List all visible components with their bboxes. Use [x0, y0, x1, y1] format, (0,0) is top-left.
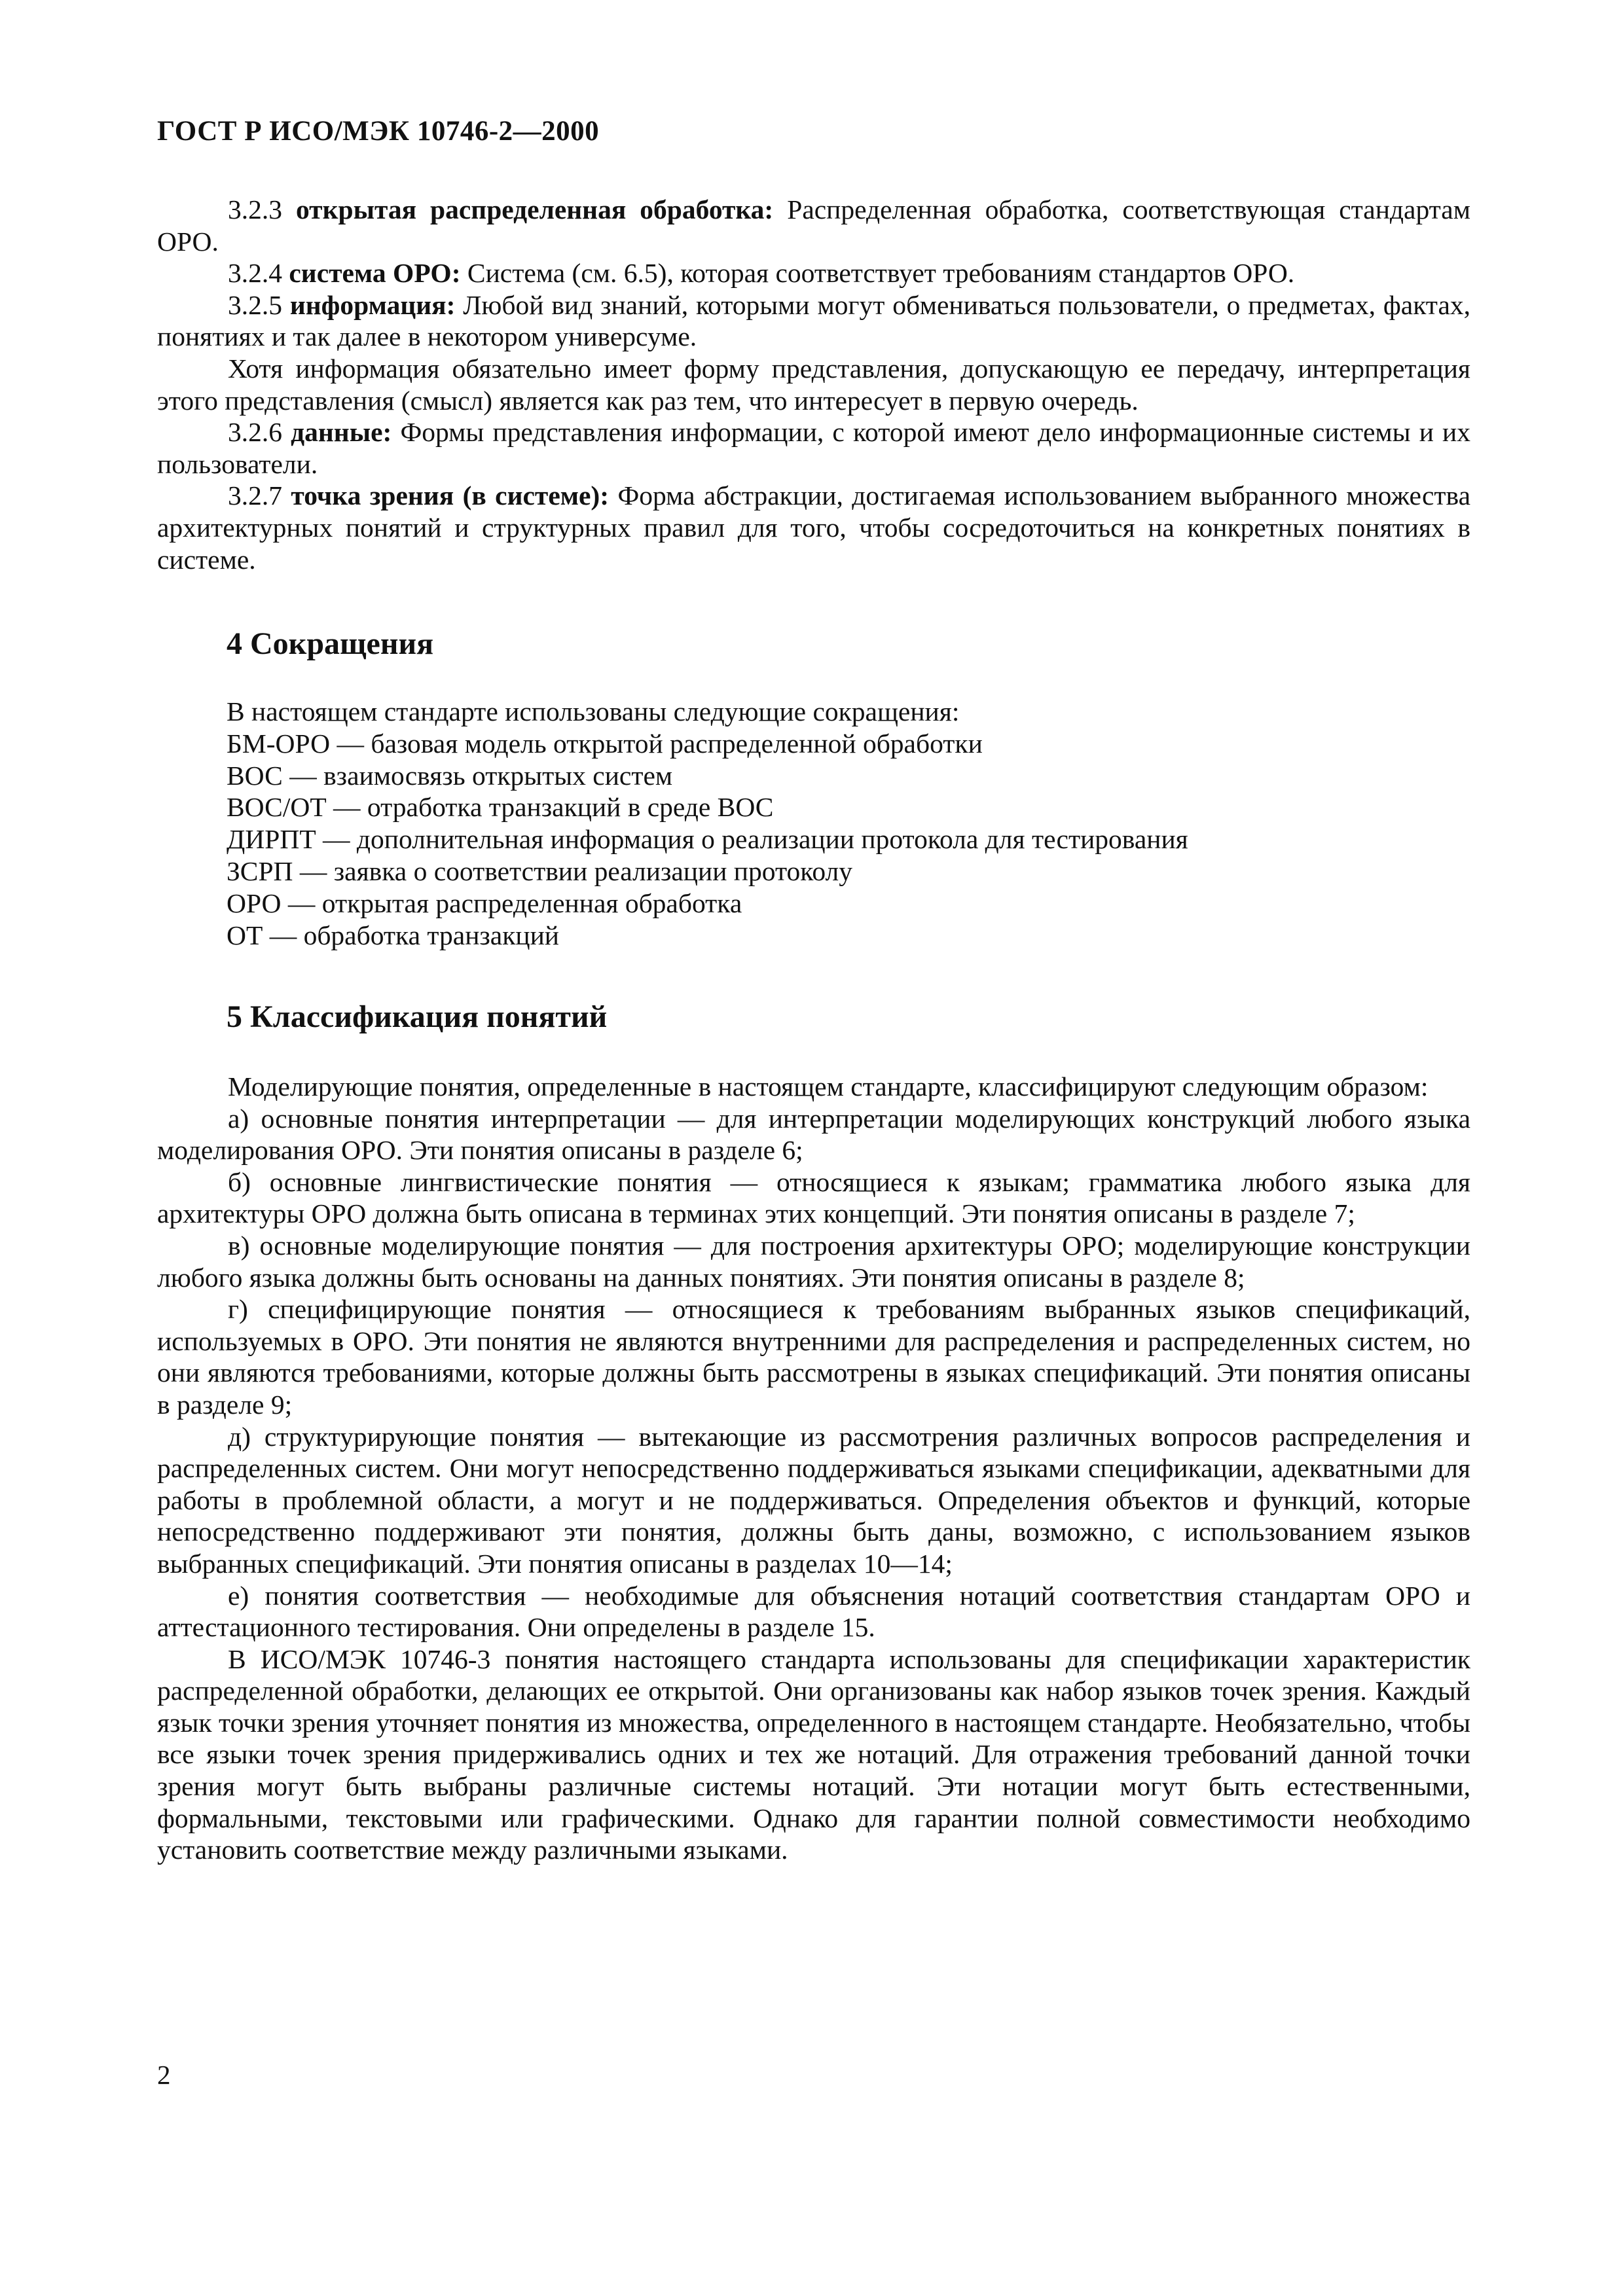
abbreviation-item: ВОС/ОТ — отработка транзакций в среде ВОС: [227, 792, 774, 823]
document-header: ГОСТ Р ИСО/МЭК 10746-2—2000: [157, 116, 600, 147]
definition-number: 3.2.3: [228, 194, 282, 224]
definition-number: 3.2.5: [228, 289, 282, 320]
page-number: 2: [157, 2060, 171, 2090]
definition-term: открытая распределенная обработка:: [295, 194, 774, 224]
list-item: а) основные понятия интерпретации — для интерпретации моделирующих конструкций любого языка моделирования ОРО. Эти понятия описаны в разделе 6;: [157, 1103, 1470, 1166]
abbreviations-intro: В настоящем стандарте использованы следующие сокращения:: [227, 696, 960, 726]
list-item: е) понятия соответствия — необходимые для объяснения нотаций соответствия стандартам ОРО и аттестационного тестирования. Они определены в разделе 15.: [157, 1580, 1470, 1643]
definition-text: Распределенная обработка, соответствующая стандартам ОРО.: [157, 194, 1470, 257]
definition-number: 3.2.4: [228, 258, 282, 289]
definition-paragraph: [157, 416, 1470, 480]
section-5-title: 5 Классификация понятий: [227, 999, 608, 1034]
definitions-block: [157, 194, 1470, 575]
list-item: г) специфицирующие понятия — относящиеся к требованиям выбранных языков спецификаций, используемых в ОРО. Эти понятия не являются внутренними для распределения и распределенных систем, но они являются требованиями, которые должны быть рассмотрены в языках спецификаций. Эти понятия описаны в разделе 9;: [157, 1294, 1470, 1420]
body-paragraph: В ИСО/МЭК 10746-3 понятия настоящего стандарта использованы для спецификации характеристик распределенной обработки, делающих ее открытой. Они организованы как набор языков точек зрения. Каждый язык точки зрения уточняет понятия из множества, определенного в настоящем стандарте. Необязательно, чтобы все языки точек зрения придерживались одних и тех же нотаций. Для отражения требований данной точки зрения могут быть выбраны различные системы нотаций. Эти нотации могут быть естественными, формальными, текстовыми или графическими. Однако для гарантии полной совместимости необходимо установить соответствие между различными языками.: [157, 1643, 1470, 1865]
definition-text: Хотя информация обязательно имеет форму представления, допускающую ее передачу, интерпретация этого представления (смысл) является как раз тем, что интересует в первую очередь.: [157, 353, 1470, 416]
definition-term: информация:: [289, 289, 456, 320]
abbreviation-item: БМ-ОРО — базовая модель открытой распределенной обработки: [227, 728, 983, 759]
section-4-title: 4 Сокращения: [227, 626, 434, 661]
list-item: б) основные лингвистические понятия — относящиеся к языкам; грамматика любого языка для архитектуры ОРО должна быть описана в терминах этих концепций. Эти понятия описаны в разделе 7;: [157, 1166, 1470, 1229]
definition-text: Форма абстракции, достигаемая использованием выбранного множества архитектурных понятий и структурных правил для того, чтобы сосредоточиться на конкретных понятиях в системе.: [157, 480, 1470, 575]
abbreviations-list: [227, 696, 1470, 951]
definition-paragraph: [157, 194, 1470, 257]
definition-paragraph: [157, 289, 1470, 353]
list-item: в) основные моделирующие понятия — для построения архитектуры ОРО; моделирующие конструкции любого языка должны быть основаны на данных понятиях. Эти понятия описаны в разделе 8;: [157, 1230, 1470, 1293]
body-paragraph: Моделирующие понятия, определенные в настоящем стандарте, классифицируют следующим образом:: [228, 1071, 1429, 1102]
definition-term: данные:: [291, 417, 392, 448]
definition-note: [157, 353, 1470, 416]
list-item: д) структурирующие понятия — вытекающие из рассмотрения различных вопросов распределения и распределенных систем. Они могут непосредственно поддерживаться языками спецификации, адекватными для работы в проблемной области, а могут и не поддерживаться. Определения объектов и функций, которые непосредственно поддерживают эти понятия, должны быть даны, возможно, с использованием языков выбранных спецификаций. Эти понятия описаны в разделах 10—14;: [157, 1421, 1470, 1579]
classification-block: [157, 1071, 1470, 1866]
definition-text: Любой вид знаний, которыми могут обмениваться пользователи, о предметах, фактах, понятиях и так далее в некотором универсуме.: [157, 289, 1470, 352]
definition-text: Система (см. 6.5), которая соответствует требованиям стандартов ОРО.: [460, 258, 1295, 289]
definition-text: Формы представления информации, с которой имеют дело информационные системы и их пользователи.: [157, 417, 1471, 479]
abbreviation-item: ВОС — взаимосвязь открытых систем: [227, 760, 673, 791]
abbreviation-item: ОТ — обработка транзакций: [227, 920, 560, 950]
definition-number: 3.2.7: [228, 480, 282, 511]
definition-term: точка зрения (в системе):: [291, 480, 610, 511]
definition-paragraph: [157, 480, 1470, 575]
definition-term: система ОРО:: [289, 258, 461, 289]
abbreviation-item: ОРО — открытая распределенная обработка: [227, 888, 742, 918]
definition-number: 3.2.6: [228, 417, 282, 448]
abbreviation-item: ДИРПТ — дополнительная информация о реализации протокола для тестирования: [227, 824, 1188, 855]
definition-paragraph: [157, 257, 1470, 289]
abbreviation-item: ЗСРП — заявка о соответствии реализации протоколу: [227, 855, 852, 886]
